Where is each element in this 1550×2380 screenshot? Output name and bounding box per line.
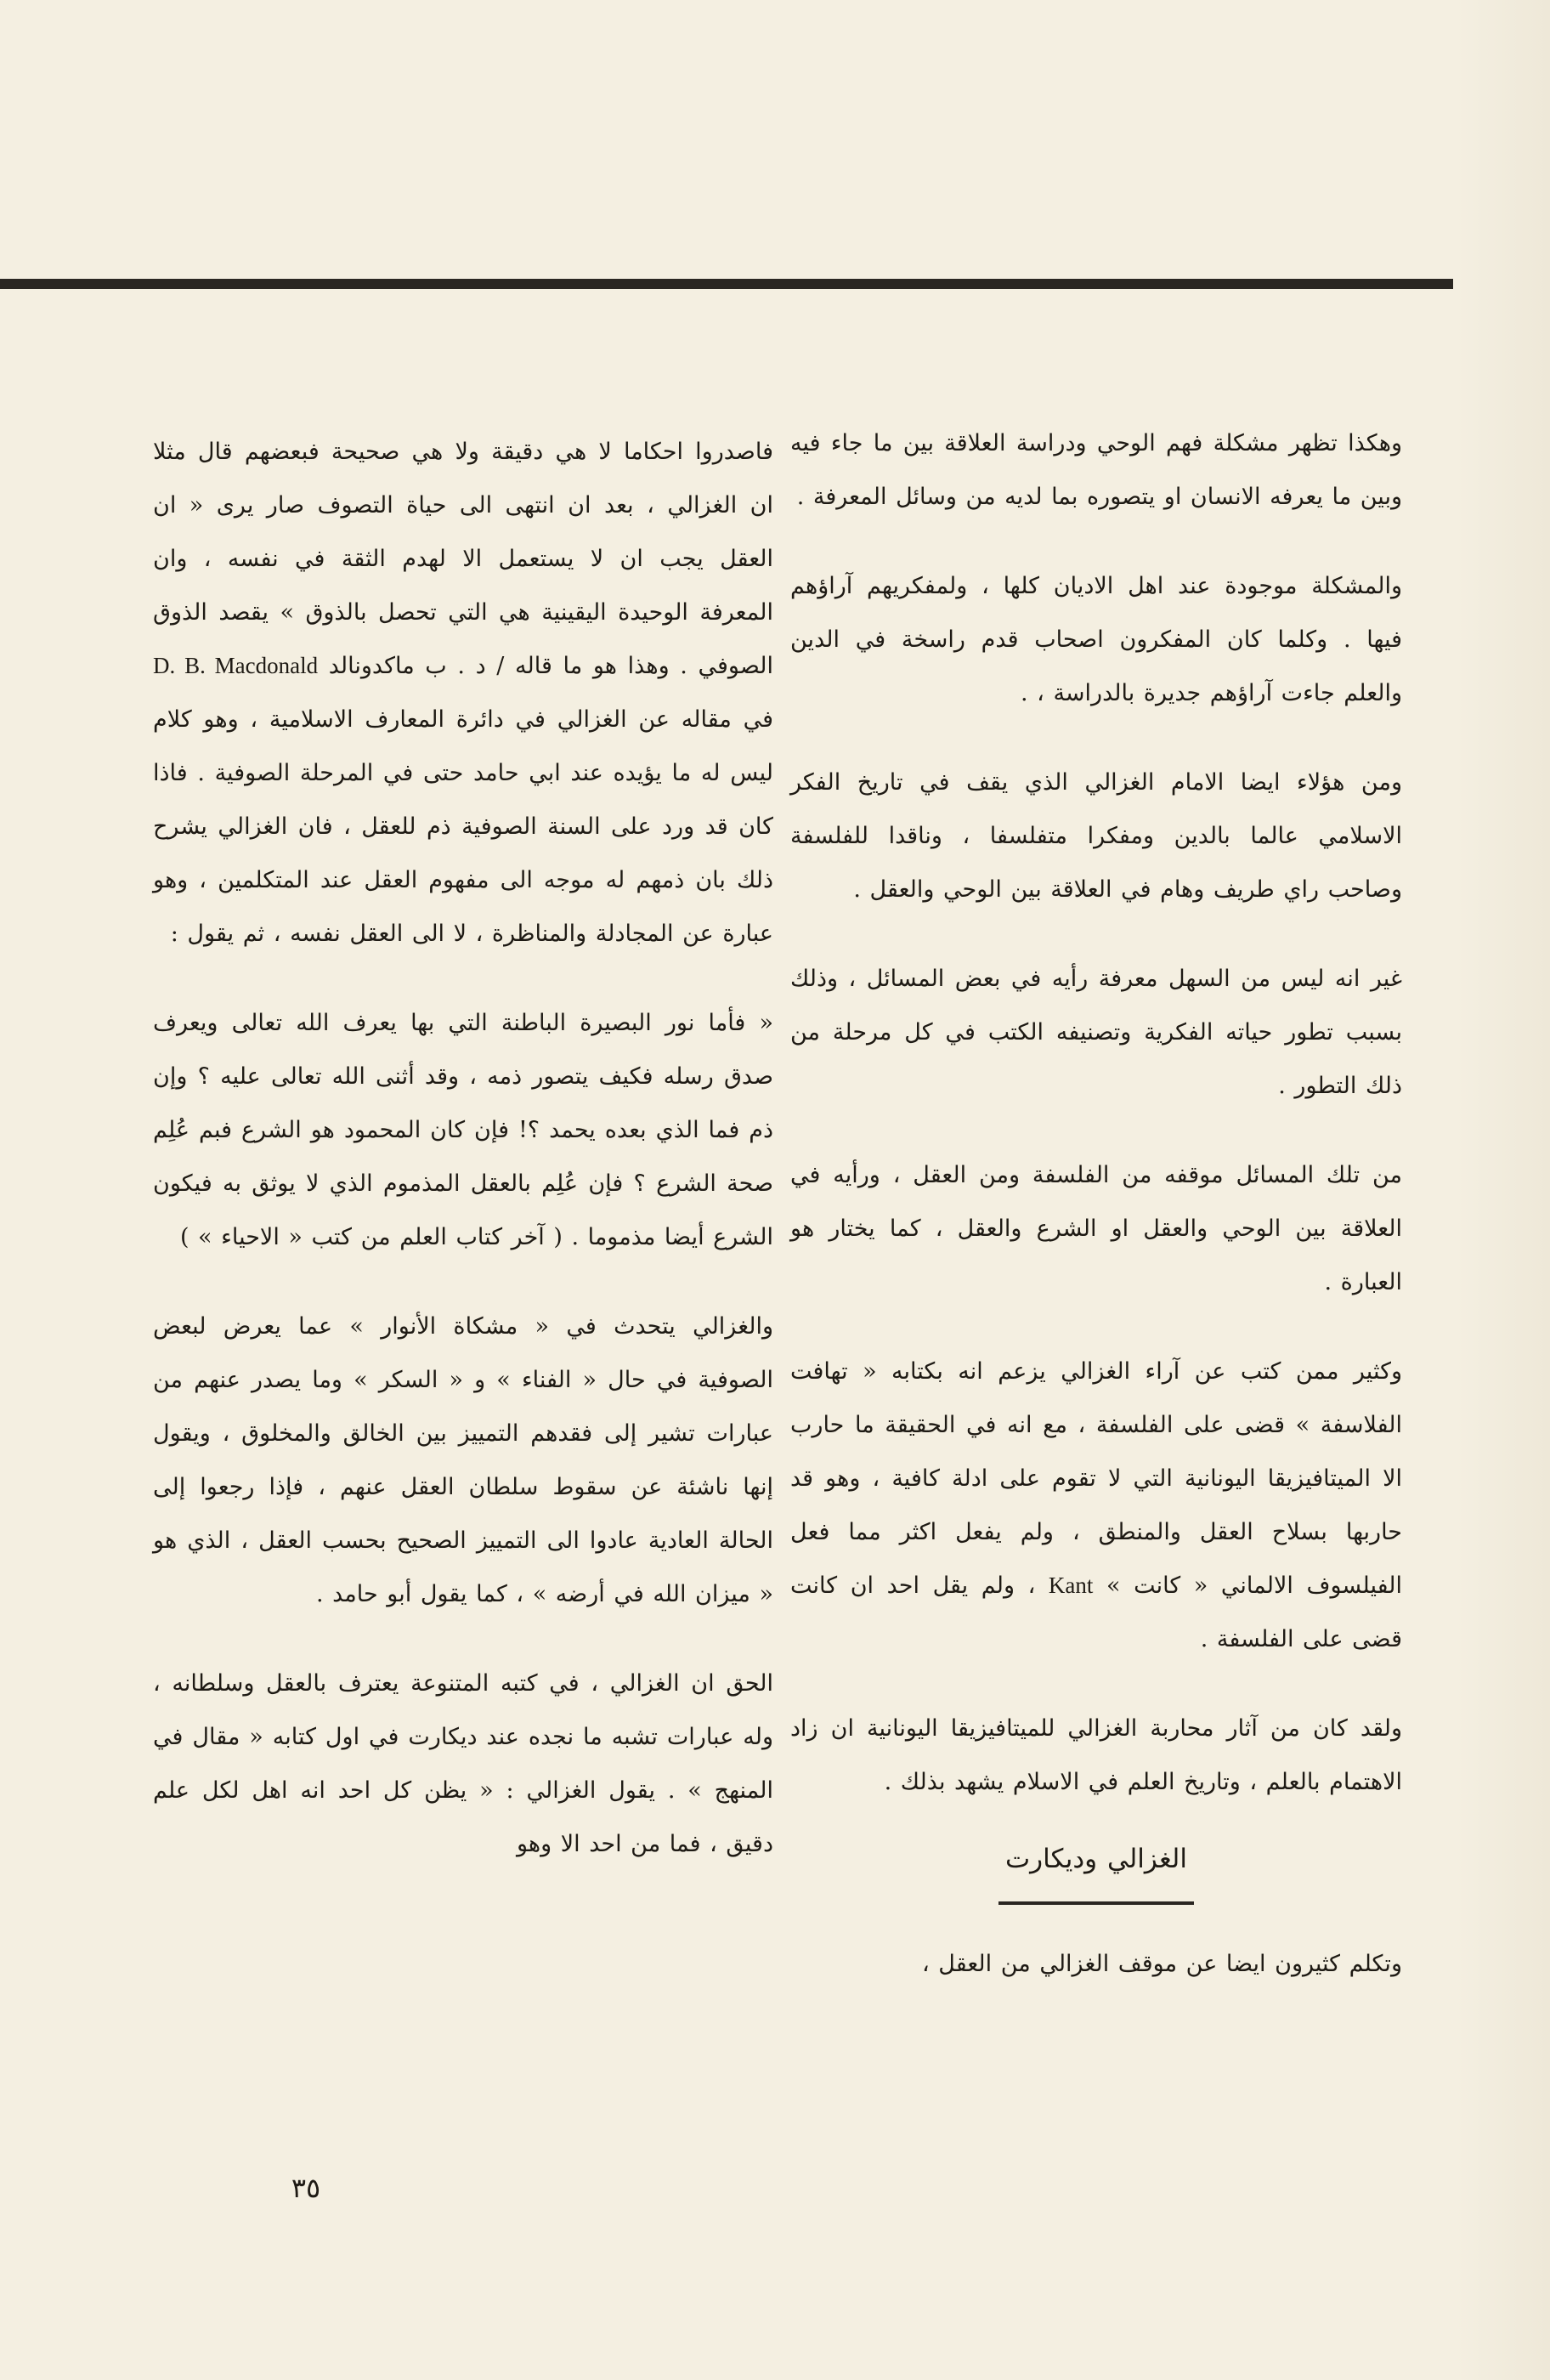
paragraph: وهكذا تظهر مشكلة فهم الوحي ودراسة العلاقة بين ما جاء فيه وبين ما يعرفه الانسان او يتصوره بما لديه من وسائل المعرفة . (790, 430, 1402, 510)
section-heading: الغزالي وديكارت (1005, 1844, 1187, 1874)
left-text-column (153, 425, 773, 1907)
page-edge-shadow (1457, 0, 1550, 2380)
paragraph: ومن هؤلاء ايضا الامام الغزالي الذي يقف في تاريخ الفكر الاسلامي عالما بالدين ومفكرا متفلسفا ، وناقدا للفلسفة وصاحب راي طريف وهام في العلاقة بين الوحي والعقل . (790, 769, 1402, 903)
paragraph-text: ، ولم يقل احد ان كانت قضى على الفلسفة . (790, 1572, 1402, 1652)
paragraph: ولقد كان من آثار محاربة الغزالي للميتافيزيقا اليونانية ان زاد الاهتمام بالعلم ، وتاريخ العلم في الاسلام يشهد بذلك . (790, 1715, 1402, 1795)
latin-name: D. B. Macdonald (153, 653, 319, 678)
paragraph (153, 425, 773, 960)
right-text-column (790, 416, 1402, 2026)
paragraph: الحق ان الغزالي ، في كتبه المتنوعة يعترف بالعقل وسلطانه ، وله عبارات تشبه ما نجده عند ديكارت في اول كتابه « مقال في المنهج » . يقول الغزالي : « يظن كل احد انه اهل لكل علم دقيق ، فما من احد الا وهو (153, 1670, 773, 1857)
paragraph: والمشكلة موجودة عند اهل الاديان كلها ، ولمفكريهم آراؤهم فيها . وكلما كان المفكرون اصحاب قدم راسخة في الدين والعلم جاءت آراؤهم جديرة بالدراسة ، . (790, 573, 1402, 706)
paragraph-text: وكثير ممن كتب عن آراء الغزالي يزعم انه بكتابه « تهافت الفلاسفة » قضى على الفلسفة ، مع انه في الحقيقة ما حارب الا الميتافيزيقا اليونانية التي لا تقوم على ادلة كافية ، وهو قد حاربها بسلاح العقل والمنطق ، ولم يفعل اكثر مما فعل الفيلسوف الالماني « كانت » (790, 1358, 1402, 1599)
heading-underline (998, 1901, 1194, 1905)
block-quote: « فأما نور البصيرة الباطنة التي بها يعرف الله تعالى ويعرف صدق رسله فكيف يتصور ذمه ، وقد أثنى الله تعالى عليه ؟ وإن ذم فما الذي بعده يحمد ؟! فإن كان المحمود هو الشرع فبم عُلِم صحة الشرع ؟ فإن عُلِم بالعقل المذموم الذي لا يوثق به فيكون الشرع أيضا مذموما . ( آخر كتاب العلم من كتب « الاحياء » ) (153, 1010, 773, 1250)
paragraph: غير انه ليس من السهل معرفة رأيه في بعض المسائل ، وذلك بسبب تطور حياته الفكرية وتصنيفه الكتب في كل مرحلة من ذلك التطور . (790, 966, 1402, 1099)
latin-name: Kant (1048, 1572, 1094, 1598)
page-number: ٣٥ (291, 2172, 321, 2204)
paragraph: من تلك المسائل موقفه من الفلسفة ومن العقل ، ورأيه في العلاقة بين الوحي والعقل او الشرع والعقل ، كما يختار هو العبارة . (790, 1162, 1402, 1295)
top-horizontal-rule (0, 279, 1453, 289)
paragraph-text: فاصدروا احكاما لا هي دقيقة ولا هي صحيحة فبعضهم قال مثلا ان الغزالي ، بعد ان انتهى الى حياة التصوف صار يرى « ان العقل يجب ان لا يستعمل الا لهدم الثقة في نفسه ، وان المعرفة الوحيدة اليقينية هي التي تحصل بالذوق » يقصد الذوق الصوفي . وهذا هو ما قاله / د . ب ماكدونالد (153, 439, 774, 679)
paragraph-text: في مقاله عن الغزالي في دائرة المعارف الاسلامية ، وهو كلام ليس له ما يؤيده عند ابي حامد حتى في المرحلة الصوفية . فاذا كان قد ورد على السنة الصوفية ذم للعقل ، فان الغزالي يشرح ذلك بان ذمهم له موجه الى مفهوم العقل عند المتكلمين ، وهو عبارة عن المجادلة والمناظرة ، لا الى العقل نفسه ، ثم يقول : (153, 706, 773, 947)
paragraph: وتكلم كثيرون ايضا عن موقف الغزالي من العقل ، (921, 1951, 1402, 1977)
paragraph: والغزالي يتحدث في « مشكاة الأنوار » عما يعرض لبعض الصوفية في حال « الفناء » و « السكر » وما يصدر عنهم من عبارات تشير إلى فقدهم التمييز بين الخالق والمخلوق ، ويقول إنها ناشئة عن سقوط سلطان العقل عنهم ، فإذا رجعوا إلى الحالة العادية عادوا الى التمييز الصحيح بحسب العقل ، الذي هو « ميزان الله في أرضه » ، كما يقول أبو حامد . (153, 1313, 773, 1607)
paragraph (790, 1345, 1402, 1666)
